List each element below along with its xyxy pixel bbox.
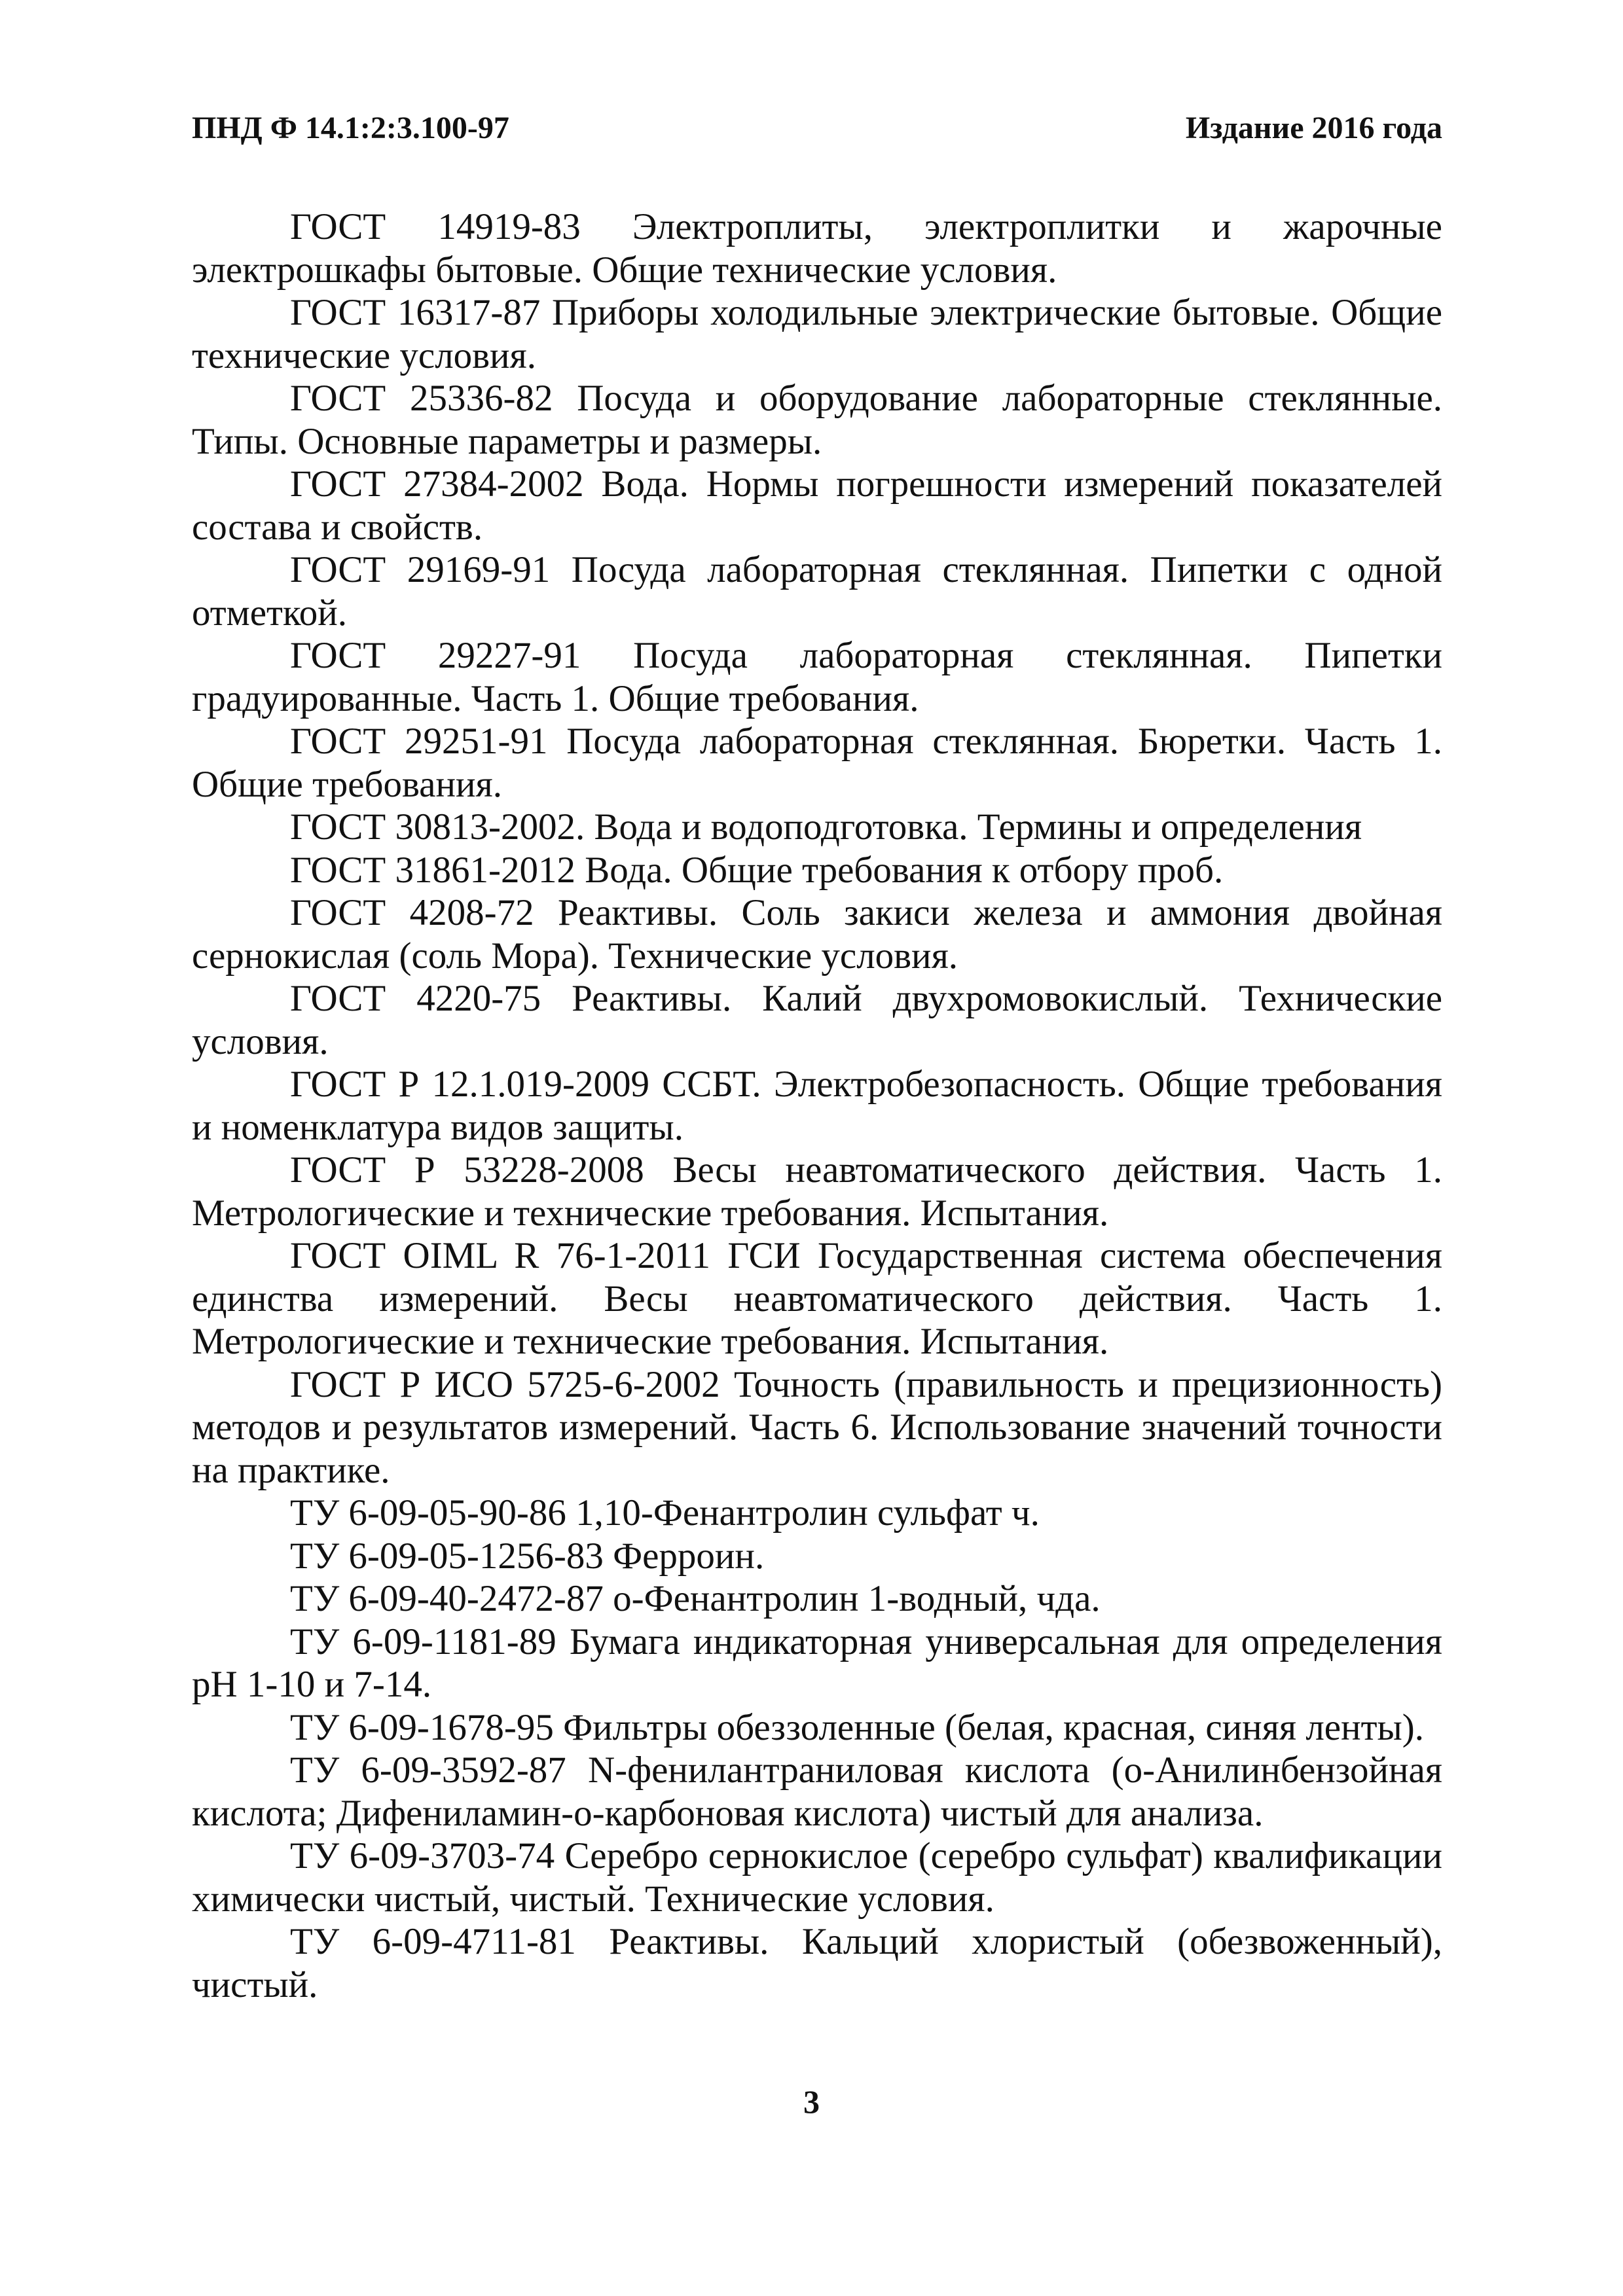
document-code: ПНД Ф 14.1:2:3.100-97: [192, 111, 509, 145]
reference-item: ГОСТ 31861-2012 Вода. Общие требования к отбору проб.: [290, 849, 1224, 891]
reference-item: ГОСТ 29251-91 Посуда лабораторная стеклянная. Бюретки. Часть 1. Общие требования.: [192, 721, 1442, 805]
reference-item: ГОСТ 14919-83 Электроплиты, электроплитки и жарочные электрошкафы бытовые. Общие технические условия.: [192, 206, 1442, 291]
reference-item: ТУ 6-09-3592-87 N-фенилантраниловая кислота (о-Анилинбензойная кислота; Дифениламин-о-карбоновая кислота) чистый для анализа.: [192, 1749, 1442, 1834]
reference-item: ТУ 6-09-1678-95 Фильтры обеззоленные (белая, красная, синяя ленты).: [290, 1706, 1425, 1748]
reference-item: ТУ 6-09-40-2472-87 о-Фенантролин 1-водный, чда.: [290, 1578, 1101, 1619]
reference-item: ГОСТ 4208-72 Реактивы. Соль закиси железа и аммония двойная сернокислая (соль Мора). Технические условия.: [192, 892, 1442, 977]
reference-item: ТУ 6-09-3703-74 Серебро сернокислое (серебро сульфат) квалификации химически чистый, чистый. Технические условия.: [192, 1835, 1442, 1920]
reference-item: ГОСТ 16317-87 Приборы холодильные электрические бытовые. Общие технические условия.: [192, 292, 1442, 376]
reference-item: ТУ 6-09-05-90-86 1,10-Фенантролин сульфат ч.: [290, 1492, 1040, 1534]
reference-item: ГОСТ 30813-2002. Вода и водоподготовка. Термины и определения: [290, 806, 1362, 848]
reference-item: ГОСТ Р ИСО 5725-6-2002 Точность (правильность и прецизионность) методов и результатов измерений. Часть 6. Использование значений точности на практике.: [192, 1363, 1442, 1491]
reference-item: ГОСТ OIML R 76-1-2011 ГСИ Государственная система обеспечения единства измерений. Весы неавтоматического действия. Часть 1. Метрологические и технические требования. Испытания.: [192, 1235, 1442, 1362]
reference-item: ТУ 6-09-05-1256-83 Ферроин.: [290, 1535, 765, 1577]
reference-item: ГОСТ 25336-82 Посуда и оборудование лабораторные стеклянные. Типы. Основные параметры и размеры.: [192, 378, 1442, 462]
reference-item: ГОСТ 4220-75 Реактивы. Калий двухромовокислый. Технические условия.: [192, 978, 1442, 1062]
edition-label: Издание 2016 года: [1185, 111, 1442, 145]
reference-item: ГОСТ 29169-91 Посуда лабораторная стеклянная. Пипетки с одной отметкой.: [192, 549, 1442, 634]
reference-list: [192, 206, 1442, 2006]
reference-item: ТУ 6-09-1181-89 Бумага индикаторная универсальная для определения pH 1-10 и 7-14.: [192, 1621, 1442, 1705]
reference-item: ГОСТ Р 53228-2008 Весы неавтоматического действия. Часть 1. Метрологические и технические требования. Испытания.: [192, 1149, 1442, 1234]
reference-item: ГОСТ Р 12.1.019-2009 ССБТ. Электробезопасность. Общие требования и номенклатура видов защиты.: [192, 1064, 1442, 1148]
reference-item: ГОСТ 29227-91 Посуда лабораторная стеклянная. Пипетки градуированные. Часть 1. Общие требования.: [192, 635, 1442, 719]
page-number: 3: [803, 2083, 820, 2120]
reference-item: ТУ 6-09-4711-81 Реактивы. Кальций хлористый (обезвоженный), чистый.: [192, 1921, 1442, 2005]
page-header: [192, 110, 1442, 156]
reference-item: ГОСТ 27384-2002 Вода. Нормы погрешности измерений показателей состава и свойств.: [192, 463, 1442, 548]
